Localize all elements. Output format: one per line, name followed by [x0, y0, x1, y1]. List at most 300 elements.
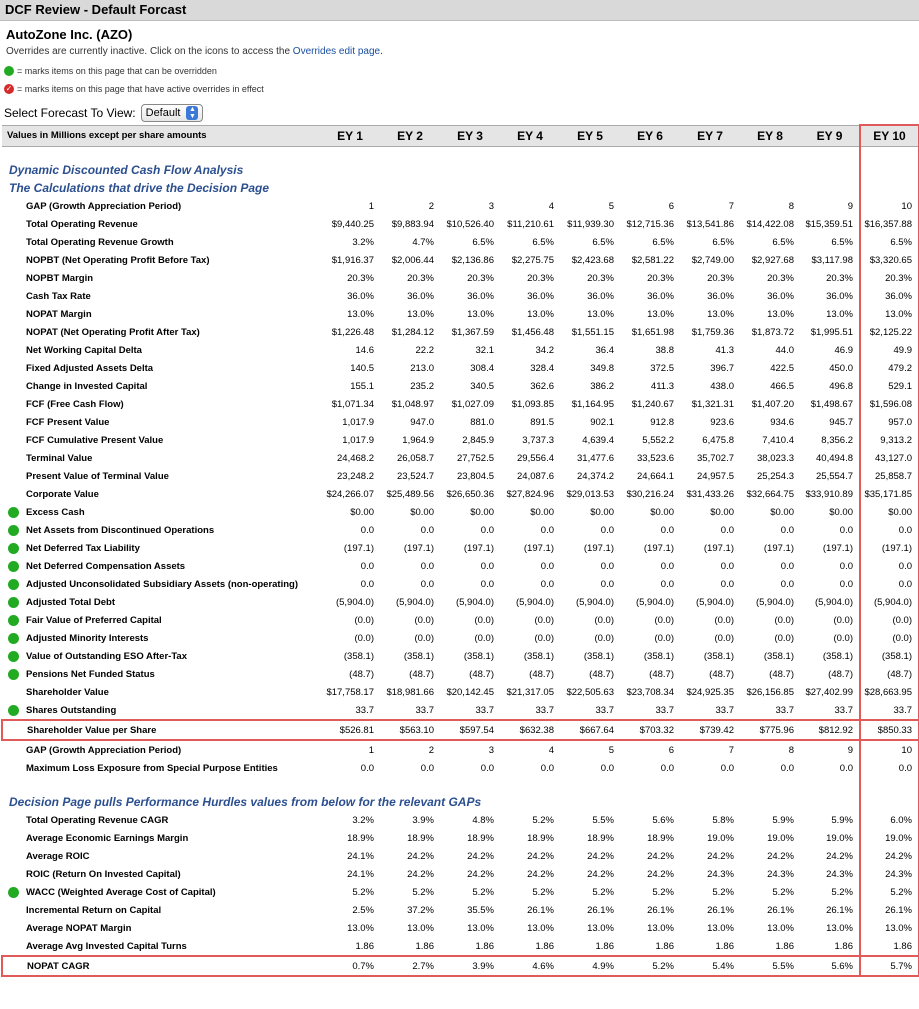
value-cell: $2,581.22	[631, 254, 674, 266]
value-cell: 24.2%	[527, 868, 554, 880]
row-label: Adjusted Minority Interests	[26, 632, 149, 644]
value-cell: 9	[847, 744, 853, 756]
value-cell: $2,006.44	[391, 254, 434, 266]
overrides-edit-link[interactable]: Overrides edit page	[292, 46, 381, 57]
table-row	[2, 611, 919, 629]
row-label: Terminal Value	[26, 452, 93, 464]
value-cell: 308.4	[470, 362, 494, 374]
override-green-dot-icon[interactable]	[8, 651, 19, 662]
value-cell: $0.00	[470, 506, 494, 518]
value-cell: 20.3%	[647, 272, 674, 284]
red-check-icon: ✓	[5, 84, 13, 93]
row-label-cell	[2, 485, 320, 503]
override-green-dot-icon[interactable]	[8, 669, 19, 680]
value-cell: 49.9	[860, 341, 919, 359]
value-cell: (0.0)	[594, 614, 614, 626]
value-cell: 1	[368, 200, 374, 212]
value-cell: 5	[608, 744, 614, 756]
forecast-selector	[4, 102, 919, 124]
row-label: Net Deferred Tax Liability	[26, 542, 140, 554]
value-cell: 13.0%	[647, 922, 674, 934]
value-cell: (358.1)	[643, 650, 674, 662]
value-cell: $17,758.17	[326, 686, 374, 698]
value-cell: (48.7)	[589, 668, 614, 680]
value-cell: 6,475.8	[702, 434, 734, 446]
value-cell: 902.1	[590, 416, 614, 428]
value-cell: 35.5%	[467, 904, 494, 916]
value-cell: $1,759.36	[691, 326, 734, 338]
row-label: NOPBT (Net Operating Profit Before Tax)	[26, 254, 210, 266]
row-label: Present Value of Terminal Value	[26, 470, 169, 482]
value-cell: 6	[668, 200, 674, 212]
table-row	[2, 359, 919, 377]
value-cell: (48.7)	[828, 668, 853, 680]
value-cell: 8	[788, 200, 794, 212]
spacer-cell	[380, 147, 440, 162]
value-cell: 5.2%	[652, 886, 674, 898]
value-cell: 23,524.7	[397, 470, 434, 482]
value-cell: 235.2	[410, 380, 434, 392]
table-row	[2, 811, 919, 829]
value-cell: 1,017.9	[342, 416, 374, 428]
value-cell: (48.7)	[529, 668, 554, 680]
value-cell: 19.0%	[707, 832, 734, 844]
row-label-cell	[2, 233, 320, 251]
value-cell: 5.9%	[831, 814, 853, 826]
row-label-cell	[2, 467, 320, 485]
value-cell: 5.2%	[772, 886, 794, 898]
year-header: EY 8	[740, 125, 800, 147]
value-cell: (358.1)	[523, 650, 554, 662]
spacer-row	[2, 777, 919, 793]
value-cell: $28,663.95	[860, 683, 919, 701]
value-cell: 20.3%	[860, 269, 919, 287]
value-cell: $0.00	[350, 506, 374, 518]
value-cell: 945.7	[829, 416, 853, 428]
value-cell: 10	[860, 197, 919, 215]
value-cell: 25,858.7	[860, 467, 919, 485]
value-cell: 13.0%	[527, 308, 554, 320]
value-cell: 5.7%	[860, 956, 919, 976]
value-cell: 0.0	[660, 524, 674, 536]
spacer-cell	[560, 147, 620, 162]
value-cell: (358.1)	[763, 650, 794, 662]
value-cell: 340.5	[470, 380, 494, 392]
value-cell: 0.0	[540, 560, 554, 572]
value-cell: 466.5	[770, 380, 794, 392]
value-cell: $563.10	[380, 720, 440, 740]
value-cell: 10	[860, 740, 919, 759]
value-cell: 24.2%	[826, 850, 853, 862]
table-row	[2, 305, 919, 323]
table-row	[2, 449, 919, 467]
spacer-cell	[740, 147, 800, 162]
row-label: Average ROIC	[26, 850, 90, 862]
row-label: Shareholder Value per Share	[27, 724, 157, 736]
value-cell: 0.0	[600, 560, 614, 572]
value-cell: 24.3%	[826, 868, 853, 880]
value-cell: 33.7	[655, 704, 674, 716]
value-cell: 0.0	[420, 578, 434, 590]
spacer-cell	[500, 147, 560, 162]
row-label: Average Economic Earnings Margin	[26, 832, 189, 844]
value-cell: 6.5%	[532, 236, 554, 248]
value-cell: 9	[847, 200, 853, 212]
value-cell: (0.0)	[474, 632, 494, 644]
value-cell: (0.0)	[654, 614, 674, 626]
value-cell: (0.0)	[833, 614, 853, 626]
row-label-cell	[2, 431, 320, 449]
row-label-cell	[2, 811, 320, 829]
row-label-cell	[2, 539, 320, 557]
override-green-dot-icon[interactable]	[8, 887, 19, 898]
spacer-cell	[800, 777, 860, 793]
value-cell: 13.0%	[467, 922, 494, 934]
spacer-cell	[860, 179, 919, 197]
value-cell: (48.7)	[860, 665, 919, 683]
value-cell: 13.0%	[707, 922, 734, 934]
value-cell: 0.0	[860, 521, 919, 539]
value-cell: 13.0%	[826, 308, 853, 320]
value-cell: (197.1)	[403, 542, 434, 554]
row-label: Incremental Return on Capital	[26, 904, 162, 916]
value-cell: 13.0%	[767, 308, 794, 320]
legend-overridable	[4, 64, 919, 78]
value-cell: 1,964.9	[402, 434, 434, 446]
row-label: GAP (Growth Appreciation Period)	[26, 200, 182, 212]
value-cell: (48.7)	[769, 668, 794, 680]
value-cell: 18.9%	[527, 832, 554, 844]
value-cell: 24.1%	[347, 868, 374, 880]
value-cell: 5,552.2	[642, 434, 674, 446]
value-cell: 0.0	[420, 524, 434, 536]
value-cell: $1,367.59	[451, 326, 494, 338]
value-cell: 529.1	[860, 377, 919, 395]
value-cell: 5.2%	[620, 956, 680, 976]
year-header: EY 5	[560, 125, 620, 147]
green-dot-icon	[4, 66, 14, 76]
value-cell: $1,321.31	[691, 398, 734, 410]
row-label-cell	[2, 413, 320, 431]
legend-active-text: = marks items on this page that have active overrides in effect	[17, 84, 264, 94]
row-label: Total Operating Revenue	[26, 218, 138, 230]
value-cell: 5.2%	[532, 886, 554, 898]
year-header: EY 7	[680, 125, 740, 147]
value-cell: 2.5%	[352, 904, 374, 916]
override-green-dot-icon[interactable]	[8, 705, 19, 716]
updown-arrows-icon: ▲ ▼	[186, 106, 198, 120]
value-cell: 923.6	[710, 416, 734, 428]
override-green-dot-icon[interactable]	[8, 597, 19, 608]
row-label: Average NOPAT Margin	[26, 922, 132, 934]
value-cell: (48.7)	[649, 668, 674, 680]
value-cell: 13.0%	[860, 305, 919, 323]
value-cell: 6	[668, 744, 674, 756]
value-cell: 4	[548, 744, 554, 756]
row-label-cell	[2, 215, 320, 233]
section-heading: The Calculations that drive the Decision Page	[9, 181, 270, 195]
table-row	[2, 377, 919, 395]
value-cell: (0.0)	[860, 629, 919, 647]
value-cell: 25,254.3	[757, 470, 794, 482]
row-label: FCF (Free Cash Flow)	[26, 398, 124, 410]
value-cell: 0.0	[720, 560, 734, 572]
value-cell: $1,551.15	[571, 326, 614, 338]
value-cell: 41.3	[715, 344, 734, 356]
row-label: Shares Outstanding	[26, 704, 117, 716]
value-cell: 13.0%	[860, 919, 919, 937]
value-cell: (0.0)	[534, 632, 554, 644]
value-cell: 36.0%	[826, 290, 853, 302]
section-heading-row	[2, 179, 919, 197]
value-cell: 33.7	[715, 704, 734, 716]
row-label-cell	[2, 197, 320, 215]
value-cell: $16,357.88	[860, 215, 919, 233]
override-green-dot-icon[interactable]	[8, 615, 19, 626]
value-cell: 0.0	[720, 578, 734, 590]
value-cell: 372.5	[650, 362, 674, 374]
value-cell: 386.2	[590, 380, 614, 392]
row-label: FCF Cumulative Present Value	[26, 434, 164, 446]
value-cell: 0.0	[480, 560, 494, 572]
forecast-select[interactable]	[141, 104, 204, 122]
value-cell: 32.1	[475, 344, 494, 356]
row-label-cell	[2, 683, 320, 701]
value-cell: 0.0	[860, 557, 919, 575]
value-cell: 0.0	[780, 560, 794, 572]
value-cell: 36.0%	[767, 290, 794, 302]
table-row	[2, 593, 919, 611]
value-cell: (5,904.0)	[814, 596, 853, 608]
spacer-cell	[2, 147, 320, 162]
value-cell: 13.0%	[347, 922, 374, 934]
value-cell: 14.6	[355, 344, 374, 356]
value-cell: (5,904.0)	[635, 596, 674, 608]
value-cell: 20.3%	[347, 272, 374, 284]
value-cell: (0.0)	[474, 614, 494, 626]
value-cell: 26.1%	[707, 904, 734, 916]
value-cell: 26.1%	[767, 904, 794, 916]
value-cell: (197.1)	[703, 542, 734, 554]
value-cell: 0.0	[720, 762, 734, 774]
value-cell: 36.0%	[587, 290, 614, 302]
table-row	[2, 413, 919, 431]
value-cell: (0.0)	[414, 632, 434, 644]
spacer-row	[2, 147, 919, 162]
value-cell: $32,664.75	[746, 488, 794, 500]
row-label: FCF Present Value	[26, 416, 110, 428]
section-heading-row	[2, 161, 919, 179]
value-cell: 6.5%	[772, 236, 794, 248]
value-cell: 0.0	[780, 578, 794, 590]
year-header: EY 1	[320, 125, 380, 147]
value-cell: 13.0%	[527, 922, 554, 934]
value-cell: 396.7	[710, 362, 734, 374]
table-row	[2, 829, 919, 847]
override-green-dot-icon[interactable]	[8, 507, 19, 518]
value-cell: 13.0%	[407, 308, 434, 320]
value-cell: 24,957.5	[697, 470, 734, 482]
row-label-cell	[2, 720, 320, 740]
value-cell: 4,639.4	[582, 434, 614, 446]
row-label: WACC (Weighted Average Cost of Capital)	[26, 886, 216, 898]
value-cell: 5.4%	[680, 956, 740, 976]
value-cell: 7	[728, 744, 734, 756]
value-cell: 6.0%	[860, 811, 919, 829]
value-cell: 8,356.2	[821, 434, 853, 446]
value-cell: 33.7	[535, 704, 554, 716]
value-cell: (0.0)	[774, 614, 794, 626]
value-cell: 31,477.6	[577, 452, 614, 464]
spacer-cell	[440, 777, 500, 793]
value-cell: $10,526.40	[446, 218, 494, 230]
value-cell: $0.00	[650, 506, 674, 518]
value-cell: $850.33	[860, 720, 919, 740]
value-cell: 13.0%	[587, 308, 614, 320]
value-cell: 26.1%	[826, 904, 853, 916]
value-cell: 2	[428, 744, 434, 756]
value-cell: 6.5%	[712, 236, 734, 248]
section-heading: Dynamic Discounted Cash Flow Analysis	[9, 163, 244, 177]
value-cell: (0.0)	[774, 632, 794, 644]
value-cell: 1.86	[834, 940, 853, 952]
value-cell: 0.0	[860, 575, 919, 593]
value-cell: 44.0	[775, 344, 794, 356]
row-label: NOPBT Margin	[26, 272, 94, 284]
value-cell: 912.8	[650, 416, 674, 428]
value-cell: 36.0%	[707, 290, 734, 302]
value-cell: $2,749.00	[691, 254, 734, 266]
value-cell: (5,904.0)	[455, 596, 494, 608]
value-cell: $0.00	[590, 506, 614, 518]
value-cell: 36.0%	[347, 290, 374, 302]
value-cell: 155.1	[350, 380, 374, 392]
row-label-cell	[2, 395, 320, 413]
value-cell: $2,136.86	[451, 254, 494, 266]
override-green-dot-icon[interactable]	[8, 579, 19, 590]
table-row	[2, 575, 919, 593]
value-cell: 1.86	[355, 940, 374, 952]
value-cell: 23,804.5	[457, 470, 494, 482]
value-cell: 0.0	[600, 578, 614, 590]
row-label-cell	[2, 740, 320, 759]
override-green-dot-icon[interactable]	[8, 561, 19, 572]
value-cell: 33,523.6	[637, 452, 674, 464]
value-cell: 36.0%	[467, 290, 494, 302]
override-green-dot-icon[interactable]	[8, 525, 19, 536]
value-cell: $0.00	[530, 506, 554, 518]
value-cell: 6.5%	[652, 236, 674, 248]
spacer-cell	[680, 777, 740, 793]
value-cell: 20.3%	[467, 272, 494, 284]
row-label: GAP (Growth Appreciation Period)	[26, 744, 182, 756]
row-label-cell	[2, 611, 320, 629]
value-cell: (0.0)	[354, 614, 374, 626]
value-cell: 479.2	[860, 359, 919, 377]
spacer-cell	[320, 777, 380, 793]
spacer-cell	[380, 777, 440, 793]
value-cell: 34.2	[535, 344, 554, 356]
value-cell: 2	[428, 200, 434, 212]
value-cell: 328.4	[530, 362, 554, 374]
row-label-cell	[2, 323, 320, 341]
value-cell: 5.2%	[831, 886, 853, 898]
value-cell: $14,422.08	[746, 218, 794, 230]
section-heading: Decision Page pulls Performance Hurdles values from below for the relevant GAPs	[9, 795, 482, 809]
row-label-cell	[2, 883, 320, 901]
value-cell: $632.38	[500, 720, 560, 740]
spacer-cell	[2, 777, 320, 793]
row-label-cell	[2, 956, 320, 976]
spacer-cell	[620, 147, 680, 162]
value-cell: 20.3%	[527, 272, 554, 284]
row-label-cell	[2, 269, 320, 287]
value-cell: 3.2%	[352, 236, 374, 248]
value-cell: (197.1)	[523, 542, 554, 554]
value-cell: 13.0%	[407, 922, 434, 934]
override-green-dot-icon[interactable]	[8, 543, 19, 554]
value-cell: 23,248.2	[337, 470, 374, 482]
forecast-select-value: Default	[145, 107, 181, 119]
value-cell: (358.1)	[860, 647, 919, 665]
row-label-cell	[2, 865, 320, 883]
value-cell: (48.7)	[349, 668, 374, 680]
value-cell: 26.1%	[527, 904, 554, 916]
value-cell: 13.0%	[767, 922, 794, 934]
value-cell: 1,017.9	[342, 434, 374, 446]
value-cell: 5.2%	[532, 814, 554, 826]
value-cell: $2,927.68	[751, 254, 794, 266]
value-cell: 7,410.4	[762, 434, 794, 446]
value-cell: (5,904.0)	[860, 593, 919, 611]
legend-active-override	[4, 82, 919, 96]
row-label-cell	[2, 701, 320, 720]
value-cell: 5.2%	[472, 886, 494, 898]
value-cell: 33.7	[775, 704, 794, 716]
value-cell: 24.2%	[767, 850, 794, 862]
override-green-dot-icon[interactable]	[8, 633, 19, 644]
spacer-cell	[860, 161, 919, 179]
value-cell: 0.0	[600, 762, 614, 774]
row-label: Pensions Net Funded Status	[26, 668, 155, 680]
value-cell: 4	[548, 200, 554, 212]
value-cell: 0.0	[480, 578, 494, 590]
row-label-cell	[2, 287, 320, 305]
row-label: Corporate Value	[26, 488, 99, 500]
year-header: EY 2	[380, 125, 440, 147]
value-cell: $1,093.85	[511, 398, 554, 410]
row-label: Value of Outstanding ESO After-Tax	[26, 650, 187, 662]
year-header: EY 6	[620, 125, 680, 147]
row-label: Total Operating Revenue Growth	[26, 236, 174, 248]
value-cell: 934.6	[770, 416, 794, 428]
value-cell: 1.86	[415, 940, 434, 952]
overrides-info-text: Overrides are currently inactive. Click on the icons to access the	[6, 46, 293, 57]
value-cell: $31,433.26	[686, 488, 734, 500]
value-cell: (5,904.0)	[575, 596, 614, 608]
year-header: EY 9	[800, 125, 860, 147]
row-label-cell	[2, 647, 320, 665]
value-cell: 891.5	[530, 416, 554, 428]
value-cell: 26.1%	[860, 901, 919, 919]
value-cell: $739.42	[680, 720, 740, 740]
value-cell: 13.0%	[707, 308, 734, 320]
value-cell: 29,556.4	[517, 452, 554, 464]
value-cell: 5	[608, 200, 614, 212]
value-cell: 0.0	[839, 560, 853, 572]
value-cell: $812.92	[800, 720, 860, 740]
dcf-table	[1, 124, 919, 977]
